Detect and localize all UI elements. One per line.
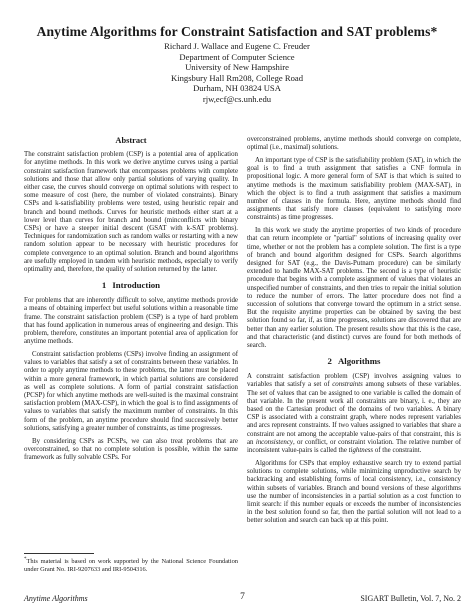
left-column (24, 137, 238, 467)
author-city: Durham, NH 03824 USA (193, 83, 281, 94)
section-number: 2 (327, 356, 332, 367)
intro-paragraph-procedures: In this work we study the anytime properties of two kinds of procedure that can return incomplete or "partial" solutions of increasing quality over time, whether or not the problem has a complete solution. The first is a type of branch and bound algorithm designed for CSPs. Search algorithms designed for SAT (e.g., the Davis-Putnam procedure) can be similarly extended to handle MAX-SAT problems. The second is a type of heuristic procedure that begins with a complete assignment of values that violates an unspecified number of constraints, and then tries to repair the initial solution to reduce the number of errors. The latter procedure does not find a succession of solutions that converge toward the optimum in a strict sense. But the requisite anytime properties can be obtained by saving the best solution found so far, if, as time progresses, solutions are discovered that are better than any earlier solution. The present results show that this is the case, and that characteristic (and distinct) curves are found for both methods of search. (247, 227, 461, 350)
author-department: Department of Computer Science (179, 51, 295, 62)
section-heading-algorithms (247, 356, 461, 366)
author-block (0, 41, 474, 105)
text-run: among subsets of these variables. The set of values that can be assigned to one variable is called the domain of that variable. In the present work all constraints are binary, i. e., they are based on the Cartesian product of the domains of two variables. A binary CSP is associated with a constraint graph, where nodes represent variables and arcs represent constraints. If two values assigned to variables that share a constraint are not among the acceptable value-pairs of that constraint, this is an (247, 381, 461, 446)
intro-paragraph-sat: An important type of CSP is the satisfiability problem (SAT), in which the goal is to find a truth assignment that satisfies a CNF formula in propositional logic. A more general form of SAT is that which is suited to anytime methods is the maximum satisfiability problem (MAX-SAT), in which the object is to find a truth assignment that satisfies a maximum number of clauses in the formula. Here, anytime methods should find assignments that satisfy more clauses (equivalent to satisfying more constraints) as time progresses. (247, 157, 461, 222)
text-run: A constraint satisfaction problem (CSP) involves assigning values to variables that satisfy a set of (247, 373, 461, 389)
emphasis-tightness: tightness (348, 447, 374, 455)
text-run: , or conflict, or constraint violation. The relative number of inconsistent value-pairs is called the (247, 438, 462, 455)
author-email: rjw,ecf@cs.unh.edu (202, 93, 272, 104)
intro-continued: overconstrained problems, anytime methods should converge on complete, optimal (i.e., maximal) solutions. (247, 136, 461, 152)
footnote (24, 556, 238, 573)
author-address: Kingsbury Hall Rm208, College Road (171, 72, 303, 83)
section-title: Algorithms (337, 356, 381, 367)
footer-journal: SIGART Bulletin, Vol. 7, No. 2 (360, 594, 461, 603)
intro-paragraph-1: For problems that are inherently difficult to solve, anytime methods provide a means of obtaining imperfect but useful solutions within a reasonable time frame. The constraint satisfaction problem (CSP) is a type of hard problem that has found application in numerous areas of engineering and design. This problem, therefore, constitutes an important potential area of application for anytime methods. (24, 297, 238, 346)
intro-paragraph-3: By considering CSPs as PCSPs, we can also treat problems that are overconstrained, so that no complete solution is possible, within the same framework as fully solvable CSPs. For (24, 437, 238, 462)
algorithms-paragraph-2: Algorithms for CSPs that employ exhaustive search try to extend partial solutions to complete solutions, while minimizing unproductive search by backtracking and establishing forms of local consistency, i.e., consistency within subsets of variables. Branch and bound versions of these algorithms use the number of inconsistencies in a partial solution as a cost function to limit search: if this number equals or exceeds the number of inconsistencies in the best solution found so far, then the partial solution will not lead to a better solution and search can back up at this point. (247, 459, 461, 525)
section-number: 1 (101, 280, 107, 291)
footnote-mark: * (24, 557, 27, 562)
intro-paragraph-2: Constraint satisfaction problems (CSPs) involve finding an assignment of values to variables that satisfy a set of constraints between these variables. In order to apply anytime methods to these problems, the latter must be placed within a more general framework, in which partial solutions are considered as well as complete solutions. A form of partial constraint satisfaction (PCSP) for which anytime methods are well-suited is the maximal constraint satisfaction problem (MAX-CSP), in which the goal is to find assignments of values to variables that satisfy the maximum number of constraints. In this form of the problem, an anytime procedure should find successively better solutions, satisfying a greater number of constraints, as time progresses. (24, 351, 238, 432)
emphasis-inconsistency: inconsistency (255, 438, 293, 446)
author-university: University of New Hampshire (185, 62, 289, 73)
section-heading-introduction (24, 280, 238, 290)
text-run: of the constraint. (373, 447, 422, 455)
section-title: Introduction (112, 280, 161, 291)
page-footer (24, 594, 461, 606)
abstract-heading: Abstract (115, 136, 147, 145)
abstract-text: The constraint satisfaction problem (CSP) is a potential area of application for anytime methods. In this work we derive anytime curves using a partial constraint satisfaction framework that encompasses problems with complete solutions and those that allow only partial solutions of varying quality. In either case, the curves should converge on optimal solutions with respect to some measure of cost (here, the number of violated constraints). Binary CSPs and k-satisfiability problems were tested, using heuristic repair and branch and bound methods. Curves for heuristic methods either start at a lower level than curves for branch and bound (minconflicts with binary CSPs) or have a steeper initial descent (GSAT with k-SAT problems). Techniques for randomization such as random walks or restarting with a new random solution appear to be necessary with heuristic procedures for complete convergence to an optimal solution. Branch and bound algorithms are usefully employed in tandem with heuristic methods, especially to verify optimality and, therefore, the quality of solution returned by the latter. (24, 151, 238, 274)
page-number: 7 (240, 592, 245, 602)
right-column (247, 136, 461, 530)
footnote-divider (24, 553, 94, 554)
author-names: Richard J. Wallace and Eugene C. Freuder (164, 41, 310, 51)
paper-title: Anytime Algorithms for Constraint Satisfaction and SAT problems* (36, 24, 438, 39)
footer-running-title: Anytime Algorithms (24, 594, 88, 603)
emphasis-constraints: constraints (332, 381, 363, 389)
algorithms-paragraph-1 (247, 373, 461, 455)
footnote-text: This material is based on work supported by the National Science Foundation under Grant No. IRI-9207633 and IRI-9504316. (24, 558, 238, 573)
